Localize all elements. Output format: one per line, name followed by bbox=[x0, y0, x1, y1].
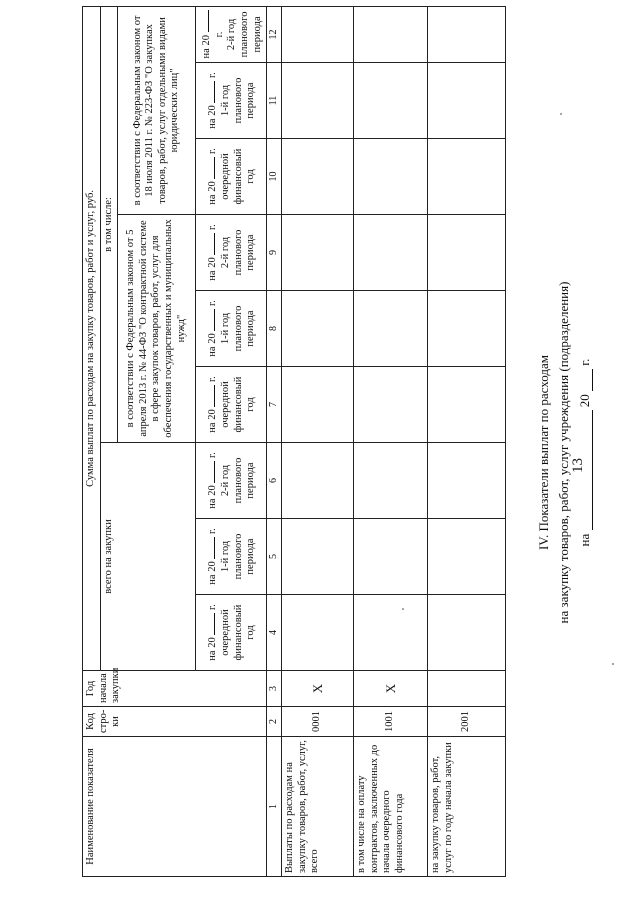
value-cell bbox=[354, 519, 428, 595]
header-law-44: в соответствии с Федеральным законом от 5 апреля 2013 г. № 44-ФЗ "О контрактной системе в сфере закупок товаров, работ, услуг для обеспечения государственных и муниципальных нужд" bbox=[118, 215, 196, 443]
column-number: 7 bbox=[267, 367, 282, 443]
header-law-223: в соответствии с Федеральным законом от 18 июля 2011 г. № 223-ФЗ "О закупках товаров, работ, услуг отдельными видами юридических лиц" bbox=[118, 6, 196, 214]
header-period-first: на 20 г. 1-й год планового периода bbox=[196, 291, 267, 367]
column-number: 5 bbox=[267, 519, 282, 595]
date-line-suffix: г. bbox=[577, 358, 592, 366]
header-period-second: на 20 г. 2-й год планового периода bbox=[196, 215, 267, 291]
value-cell bbox=[428, 519, 506, 595]
value-cell bbox=[354, 443, 428, 519]
column-number: 8 bbox=[267, 291, 282, 367]
section-date-line bbox=[577, 0, 593, 905]
value-cell bbox=[428, 595, 506, 671]
table-row bbox=[282, 6, 354, 876]
section-title: IV. Показатели выплат по расходам bbox=[536, 354, 551, 551]
date-line-year-blank bbox=[580, 369, 593, 391]
column-number: 10 bbox=[267, 139, 282, 215]
row-name: в том числе на оплату контрактов, заключенных до начала очередного финансового года bbox=[354, 737, 428, 877]
header-total: всего на закупки bbox=[100, 443, 196, 671]
header-year-start: Год начала закупки bbox=[83, 671, 267, 707]
scan-speck bbox=[402, 608, 404, 610]
column-number: 11 bbox=[267, 63, 282, 139]
header-period-current: на 20 г. очередной финансовый год bbox=[196, 367, 267, 443]
scan-speck bbox=[612, 663, 614, 665]
value-cell bbox=[282, 63, 354, 139]
payments-table bbox=[82, 6, 506, 877]
header-period-current: на 20 г. очередной финансовый год bbox=[196, 595, 267, 671]
row-code: 1001 bbox=[354, 707, 428, 737]
value-cell bbox=[282, 519, 354, 595]
value-cell bbox=[282, 595, 354, 671]
value-cell bbox=[428, 367, 506, 443]
row-year-start: X bbox=[354, 671, 428, 707]
row-code: 2001 bbox=[428, 707, 506, 737]
row-name: Выплаты по расходам на закупку товаров, работ, услуг, всего bbox=[282, 737, 354, 877]
value-cell bbox=[428, 6, 506, 62]
page-number: 13 bbox=[570, 458, 586, 473]
value-cell bbox=[354, 139, 428, 215]
header-period-current: на 20 г. очередной финансовый год bbox=[196, 139, 267, 215]
row-code: 0001 bbox=[282, 707, 354, 737]
value-cell bbox=[428, 139, 506, 215]
date-line-year: 20 bbox=[577, 394, 592, 408]
header-period-second: на 20 г. 2-й год планового периода bbox=[196, 6, 267, 62]
value-cell bbox=[354, 595, 428, 671]
row-year-start bbox=[428, 671, 506, 707]
header-name: Наименование показателя bbox=[83, 737, 267, 877]
value-cell bbox=[428, 63, 506, 139]
header-amount: Сумма выплат по расходам на закупку товаров, работ и услуг, руб. bbox=[83, 6, 101, 670]
value-cell bbox=[282, 6, 354, 62]
table-row bbox=[354, 6, 428, 876]
value-cell bbox=[282, 215, 354, 291]
row-year-start: X bbox=[282, 671, 354, 707]
column-number: 1 bbox=[267, 737, 282, 877]
value-cell bbox=[354, 367, 428, 443]
column-number-row bbox=[267, 6, 282, 876]
header-period-first: на 20 г. 1-й год планового периода bbox=[196, 519, 267, 595]
header-period-first: на 20 г. 1-й год планового периода bbox=[196, 63, 267, 139]
value-cell bbox=[282, 291, 354, 367]
row-name: на закупку товаров, работ, услуг по году начала закупки bbox=[428, 737, 506, 877]
section-subtitle: на закупку товаров, работ, услуг учреждения (подразделения) bbox=[556, 281, 571, 624]
scan-speck bbox=[560, 113, 562, 115]
value-cell bbox=[354, 63, 428, 139]
header-period-second: на 20 г. 2-й год планового периода bbox=[196, 443, 267, 519]
column-number: 9 bbox=[267, 215, 282, 291]
value-cell bbox=[354, 291, 428, 367]
column-number: 3 bbox=[267, 671, 282, 707]
value-cell bbox=[428, 215, 506, 291]
column-number: 12 bbox=[267, 6, 282, 62]
header-code: Код стро-ки bbox=[83, 707, 267, 737]
column-number: 4 bbox=[267, 595, 282, 671]
value-cell bbox=[282, 367, 354, 443]
value-cell bbox=[282, 443, 354, 519]
column-number: 6 bbox=[267, 443, 282, 519]
date-line-blank bbox=[580, 410, 593, 530]
header-including: в том числе: bbox=[100, 6, 118, 442]
value-cell bbox=[428, 291, 506, 367]
value-cell bbox=[282, 139, 354, 215]
value-cell bbox=[354, 6, 428, 62]
value-cell bbox=[428, 443, 506, 519]
column-number: 2 bbox=[267, 707, 282, 737]
table-row bbox=[428, 6, 506, 876]
date-line-prefix: на bbox=[577, 533, 592, 547]
value-cell bbox=[354, 215, 428, 291]
